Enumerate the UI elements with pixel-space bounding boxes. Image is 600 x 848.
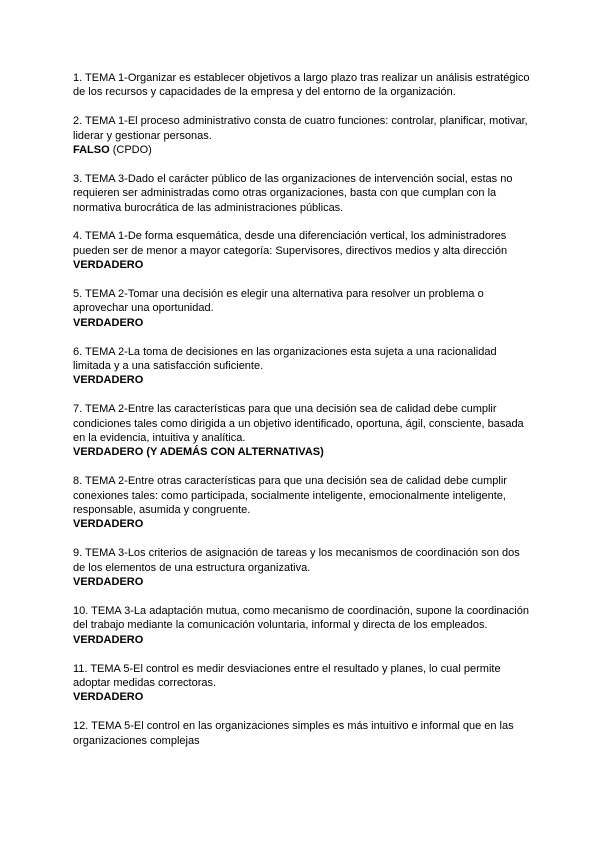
question-text: 1. TEMA 1-Organizar es establecer objetivos a largo plazo tras realizar un análisis estratégico de los recursos y capacidades de la empresa y del entorno de la organización. [73, 72, 530, 99]
question-text: 11. TEMA 5-El control es medir desviaciones entre el resultado y planes, lo cual permite adoptar medidas correctoras. [73, 662, 501, 689]
answer-verdict: VERDADERO [73, 374, 144, 387]
question-answer [73, 690, 533, 704]
answer-verdict: VERDADERO (Y ADEMÁS CON ALTERNATIVAS) [73, 446, 324, 459]
question-text: 10. TEMA 3-La adaptación mutua, como mecanismo de coordinación, supone la coordinación del trabajo mediante la comunicación voluntaria, informal y directa de los empleados. [73, 604, 529, 632]
question-item [73, 604, 533, 647]
question-item [73, 402, 533, 460]
question-answer [73, 316, 533, 330]
question-answer [73, 633, 533, 647]
question-text: 5. TEMA 2-Tomar una decisión es elegir una alternativa para resolver un problema o aprovechar una oportunidad. [73, 288, 484, 315]
answer-verdict: VERDADERO [73, 518, 144, 531]
question-item [73, 229, 533, 272]
question-text: 3. TEMA 3-Dado el carácter público de las organizaciones de intervención social, estas no requieren ser administradas como otras organizaciones, basta con que cumplan con la normativa burocrática de las administraciones públicas. [73, 172, 513, 214]
answer-note: (CPDO) [109, 144, 152, 157]
question-answer [73, 258, 533, 272]
answer-verdict: FALSO [73, 144, 110, 157]
question-item [73, 287, 533, 330]
question-answer [73, 517, 533, 531]
question-item [73, 71, 533, 100]
question-text: 4. TEMA 1-De forma esquemática, desde una diferenciación vertical, los administradores pueden ser de menor a mayor categoría: Supervisores, directivos medios y alta dirección [73, 230, 508, 257]
answer-verdict: VERDADERO [73, 633, 144, 646]
question-answer [73, 575, 533, 589]
question-text: 8. TEMA 2-Entre otras características para que una decisión sea de calidad debe cumplir conexiones tales: como participada, socialmente inteligente, emocionalmente inteligente, responsable, asumida y congruente. [73, 475, 507, 517]
question-text: 9. TEMA 3-Los criterios de asignación de tareas y los mecanismos de coordinación son dos de los elementos de una estructura organizativa. [73, 547, 520, 574]
question-item [73, 172, 533, 215]
question-answer [73, 373, 533, 387]
question-list [73, 71, 533, 762]
answer-verdict: VERDADERO [73, 691, 144, 704]
question-item [73, 474, 533, 532]
question-item [73, 345, 533, 388]
answer-verdict: VERDADERO [73, 576, 144, 589]
answer-verdict: VERDADERO [73, 316, 144, 329]
question-text: 2. TEMA 1-El proceso administrativo consta de cuatro funciones: controlar, planificar, motivar, liderar y gestionar personas. [73, 115, 528, 142]
question-text: 6. TEMA 2-La toma de decisiones en las organizaciones esta sujeta a una racionalidad limitada y a una satisfacción suficiente. [73, 345, 497, 373]
question-answer [73, 445, 533, 459]
question-item [73, 662, 533, 705]
question-text: 12. TEMA 5-El control en las organizaciones simples es más intuitivo e informal que en las organizaciones complejas [73, 720, 514, 747]
question-text: 7. TEMA 2-Entre las características para que una decisión sea de calidad debe cumplir condiciones tales como dirigida a un objetivo identificado, oportuna, ágil, consciente, basada en la evidencia, intuitiva y analítica. [73, 403, 524, 445]
question-item [73, 719, 533, 748]
answer-verdict: VERDADERO [73, 259, 144, 272]
question-item [73, 546, 533, 589]
question-item [73, 114, 533, 157]
question-answer [73, 143, 533, 157]
